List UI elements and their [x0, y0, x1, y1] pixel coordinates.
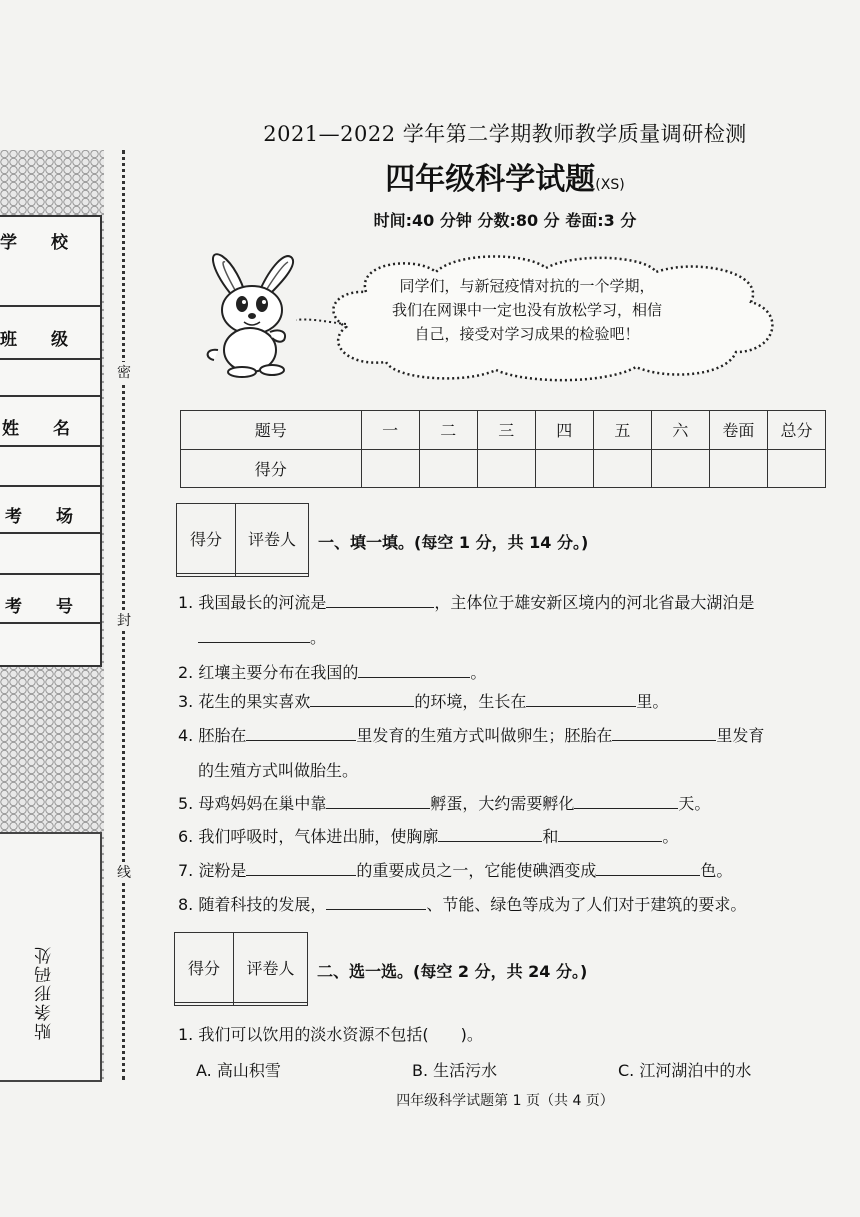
- q7-text: 的重要成员之一，它能使碘酒变成: [356, 861, 597, 880]
- q7-text: 色。: [700, 861, 733, 880]
- question-4-cont: 的生殖方式叫做胎生。: [198, 761, 359, 780]
- divider: [0, 622, 100, 624]
- divider: [0, 305, 100, 307]
- answer-blank[interactable]: [326, 895, 426, 910]
- question-5: [178, 791, 710, 814]
- title-suffix: (XS): [595, 177, 625, 193]
- divider: [0, 445, 100, 447]
- option-c[interactable]: C. 江河湖泊中的水: [618, 1061, 752, 1080]
- score-header-cell: 五: [593, 411, 651, 450]
- option-b[interactable]: B. 生活污水: [412, 1061, 498, 1080]
- answer-blank[interactable]: [246, 726, 356, 741]
- q6-text: 。: [662, 827, 679, 846]
- grader-name-label: 评卷人: [234, 933, 308, 1003]
- question-6: [178, 824, 678, 847]
- score-header-cell: 总分: [767, 411, 825, 450]
- answer-blank[interactable]: [596, 861, 700, 876]
- seal-char-feng: 封: [117, 610, 131, 630]
- question-2: [178, 660, 486, 683]
- score-cell[interactable]: [477, 449, 535, 488]
- score-table: [180, 410, 826, 488]
- answer-blank[interactable]: [558, 827, 662, 842]
- q6-text: 和: [542, 827, 559, 846]
- seal-char-xian: 线: [117, 862, 131, 882]
- q1-text: ，主体位于雄安新区境内的河北省最大湖泊是: [434, 593, 755, 612]
- score-cell[interactable]: [709, 449, 767, 488]
- q3-text: 里。: [636, 692, 669, 711]
- score-header-cell: 四: [535, 411, 593, 450]
- name-label: 姓 名: [2, 419, 70, 439]
- title-text: 四年级科学试题: [385, 162, 596, 197]
- q4-text: 4. 胚胎在: [178, 726, 247, 745]
- barcode-label: 贴条形码处: [35, 945, 55, 1040]
- grader-score-cell[interactable]: [175, 1003, 234, 1006]
- q8-text: 、节能、绿色等成为了人们对于建筑的要求。: [426, 895, 747, 914]
- answer-blank[interactable]: [358, 663, 470, 678]
- rabbit-illustration: [200, 248, 310, 378]
- exam-meta: 时间:40 分钟 分数:80 分 卷面:3 分: [373, 211, 637, 230]
- answer-blank[interactable]: [438, 827, 542, 842]
- answer-blank[interactable]: [198, 628, 310, 643]
- divider: [0, 573, 100, 575]
- score-cell[interactable]: [419, 449, 477, 488]
- grader-name-cell[interactable]: [234, 1003, 308, 1006]
- grader-score-cell[interactable]: [177, 574, 236, 577]
- score-header-cell: 六: [651, 411, 709, 450]
- question-3: [178, 689, 668, 712]
- score-header-cell: 二: [419, 411, 477, 450]
- score-cell[interactable]: [593, 449, 651, 488]
- score-header-cell: 一: [361, 411, 419, 450]
- score-value-row: [181, 449, 826, 488]
- grader-name-label: 评卷人: [236, 504, 309, 574]
- question-8: [178, 892, 746, 915]
- score-row-label: 得分: [181, 449, 362, 488]
- divider: [0, 485, 100, 487]
- question-1: [178, 590, 754, 613]
- section-2-title: 二、选一选。(每空 2 分，共 24 分。): [317, 962, 588, 981]
- choice-question-1: 1. 我们可以饮用的淡水资源不包括( )。: [178, 1025, 483, 1044]
- q2-text: 2. 红壤主要分布在我国的: [178, 663, 359, 682]
- exam-number-label: 考 号: [5, 597, 73, 617]
- class-label: 班 级: [0, 330, 68, 350]
- score-cell[interactable]: [535, 449, 593, 488]
- q4-text: 里发育: [716, 726, 765, 745]
- q5-text: 孵蛋，大约需要孵化: [430, 794, 575, 813]
- q6-text: 6. 我们呼吸时，气体进出肺，使胸廓: [178, 827, 439, 846]
- school-label: 学 校: [0, 233, 68, 253]
- intro-message: [362, 274, 692, 346]
- grader-score-label: 得分: [175, 933, 234, 1003]
- divider: [0, 532, 100, 534]
- q3-text: 3. 花生的果实喜欢: [178, 692, 311, 711]
- intro-line-2: 我们在网课中一定也没有放松学习，相信: [391, 301, 662, 319]
- q1-text: 。: [310, 628, 327, 647]
- q1-text: 1. 我国最长的河流是: [178, 593, 327, 612]
- score-header-row: [181, 411, 826, 450]
- question-1-cont: [198, 625, 326, 648]
- section-1-title: 一、填一填。(每空 1 分，共 14 分。): [318, 533, 589, 552]
- grader-box-1: [176, 503, 309, 577]
- q2-text: 。: [470, 663, 487, 682]
- intro-line-1: 同学们，与新冠疫情对抗的一个学期，: [399, 277, 655, 295]
- q7-text: 7. 淀粉是: [178, 861, 247, 880]
- answer-blank[interactable]: [612, 726, 716, 741]
- intro-line-3: 自己，接受对学习成果的检验吧！: [414, 325, 640, 343]
- exam-subtitle: 2021—2022 学年第二学期教师教学质量调研检测: [263, 122, 747, 146]
- page-footer: 四年级科学试题第 1 页（共 4 页）: [396, 1093, 614, 1109]
- score-header-cell: 三: [477, 411, 535, 450]
- question-4: [178, 723, 764, 746]
- answer-blank[interactable]: [326, 794, 430, 809]
- answer-blank[interactable]: [246, 861, 356, 876]
- divider: [0, 395, 100, 397]
- divider: [0, 358, 100, 360]
- grader-name-cell[interactable]: [236, 574, 309, 577]
- score-header-cell: 卷面: [709, 411, 767, 450]
- option-a[interactable]: A. 高山积雪: [196, 1061, 281, 1080]
- question-7: [178, 858, 732, 881]
- q5-text: 天。: [678, 794, 711, 813]
- q8-text: 8. 随着科技的发展，: [178, 895, 327, 914]
- exam-title: [180, 154, 830, 198]
- q4-text: 里发育的生殖方式叫做卵生；胚胎在: [356, 726, 613, 745]
- score-header-cell: 题号: [181, 411, 362, 450]
- q5-text: 5. 母鸡妈妈在巢中靠: [178, 794, 327, 813]
- q3-text: 的环境，生长在: [414, 692, 527, 711]
- answer-blank[interactable]: [326, 593, 434, 608]
- score-cell[interactable]: [767, 449, 825, 488]
- answer-blank[interactable]: [526, 692, 636, 707]
- seal-char-mi: 密: [117, 362, 131, 382]
- grader-score-label: 得分: [177, 504, 236, 574]
- answer-blank[interactable]: [574, 794, 678, 809]
- score-cell[interactable]: [361, 449, 419, 488]
- answer-blank[interactable]: [310, 692, 414, 707]
- exam-room-label: 考 场: [5, 507, 73, 527]
- score-cell[interactable]: [651, 449, 709, 488]
- grader-box-2: [174, 932, 308, 1006]
